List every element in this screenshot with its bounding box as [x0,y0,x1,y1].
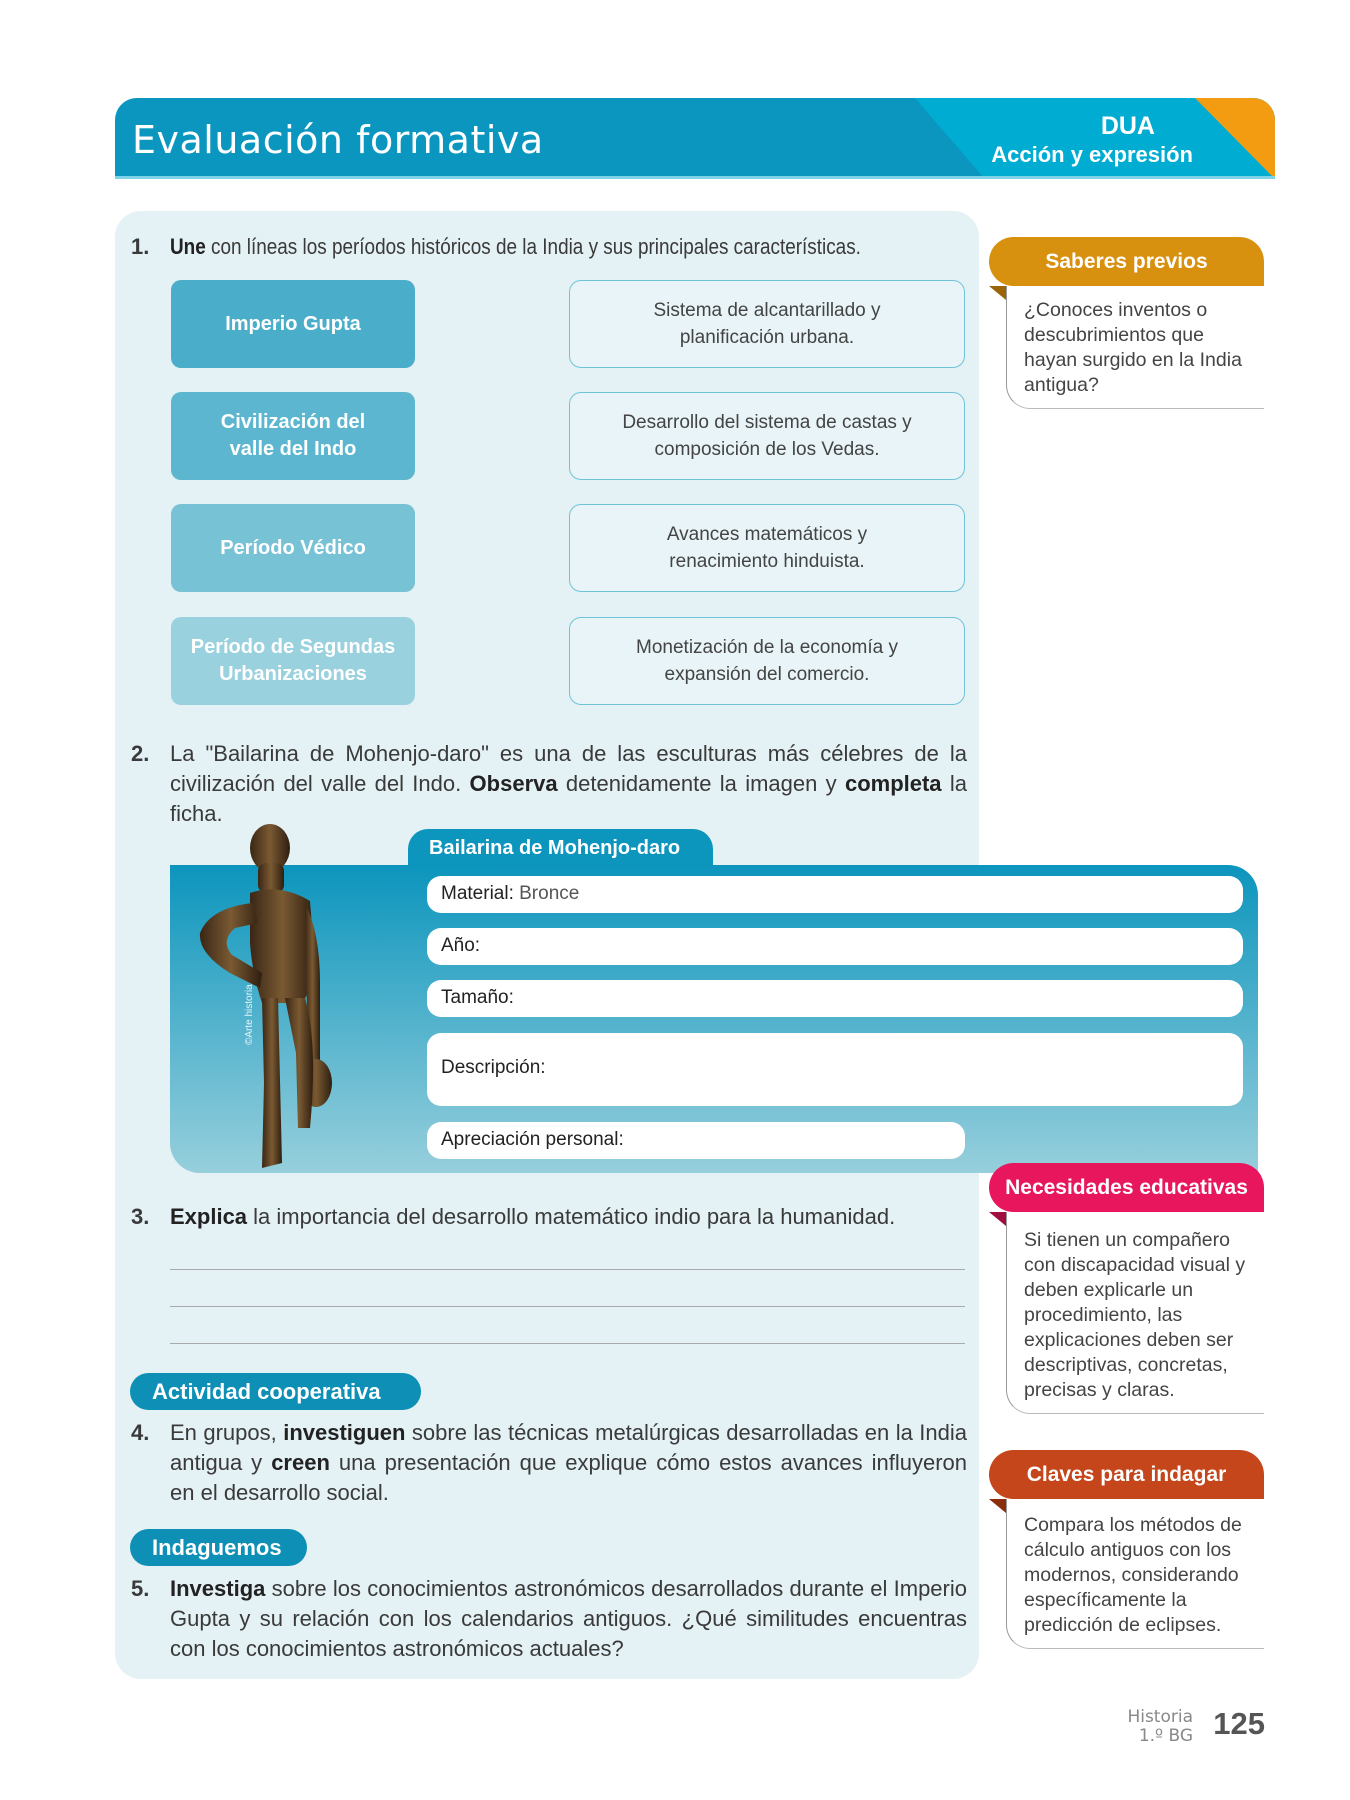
period-box[interactable]: Civilización del valle del Indo [171,392,415,480]
material-field[interactable] [427,876,1243,913]
sidebar-box-body: Compara los métodos de cálculo antiguos con los modernos, considerando específicamente la predicción de eclipses. [1006,1499,1264,1649]
sidebar-box-body: ¿Conoces inventos o descubrimientos que hayan surgido en la India antigua? [1006,286,1264,409]
sidebar-box-title [989,1163,1264,1212]
saberes-previos-box [989,237,1264,409]
characteristic-box[interactable]: Sistema de alcantarillado y planificación urbana. [569,280,965,368]
sidebar-box-body: Si tienen un compañero con discapacidad visual y deben explicarle un procedimiento, las explicaciones deben ser descriptivas, concretas, precisas y claras. [1006,1212,1264,1414]
footer-subject [1127,1708,1193,1746]
question-text: la ficha. [170,771,967,826]
question-verb: completa [844,771,942,796]
answer-line[interactable] [170,1343,965,1344]
claves-para-indagar-box [989,1450,1264,1649]
field-label: Tamaño: [441,987,514,1008]
page-number: 125 [1213,1706,1265,1741]
question-verb: Une [170,234,206,259]
field-label: Descripción: [441,1057,546,1078]
necesidades-educativas-box [989,1163,1264,1414]
question-5 [131,1574,967,1664]
dancer-statue-image [190,823,400,1173]
size-field[interactable] [427,980,1243,1017]
field-label: Año: [441,935,481,956]
question-text: La "Bailarina de Mohenjo-daro" es una de las esculturas más célebres de la civilización del valle del Indo. [170,741,967,796]
question-text: detenidamente la imagen y [557,771,845,796]
question-text: sobre los conocimientos astronómicos desarrollados durante el Imperio Gupta y su relación con los calendarios antiguos. ¿Qué similitudes encuentras con los conocimientos astronómicos actuales? [170,1576,967,1661]
question-number: 1. [131,234,150,259]
question-number: 2. [131,741,150,766]
dua-title: DUA [1100,112,1155,140]
description-field[interactable] [427,1033,1243,1106]
sidebar-box-title [989,1450,1264,1499]
answer-line[interactable] [170,1306,965,1307]
question-text: una presentación que explique cómo estos avances influyeron en el desarrollo social. [170,1450,967,1505]
fold-corner [989,1499,1006,1513]
question-1 [131,232,967,262]
field-label: Material: [441,883,514,904]
question-2 [131,739,967,829]
appreciation-field[interactable] [427,1122,965,1159]
sidebar-title-text: Saberes previos [1045,249,1208,273]
section-header [115,98,1275,179]
sidebar-box-title [989,237,1264,286]
question-text: En grupos, [170,1420,284,1445]
characteristic-box[interactable]: Avances matemáticos y renacimiento hinduista. [569,504,965,592]
year-field[interactable] [427,928,1243,965]
characteristic-box[interactable]: Desarrollo del sistema de castas y composición de los Vedas. [569,392,965,480]
dua-subtitle: Acción y expresión [991,142,1193,167]
question-verb: Investiga [170,1576,266,1601]
subject-name: Historia [1127,1707,1193,1727]
page-title: Evaluación formativa [132,118,544,162]
sidebar-title-text: Claves para indagar [1026,1462,1227,1486]
sidebar-title-text: Necesidades educativas [1005,1175,1248,1199]
question-number: 3. [131,1204,150,1229]
question-4 [131,1418,967,1508]
characteristic-box[interactable]: Monetización de la economía y expansión del comercio. [569,617,965,705]
question-verb: Explica [170,1204,248,1229]
field-label: Apreciación personal: [441,1129,624,1150]
question-verb: creen [271,1450,330,1475]
period-box[interactable]: Imperio Gupta [171,280,415,368]
header-underline [115,176,1275,179]
card-title-tab: Bailarina de Mohenjo-daro [408,829,713,869]
question-number: 4. [131,1420,150,1445]
period-box[interactable]: Período Védico [171,504,415,592]
question-text: sobre las técnicas metalúrgicas desarrolladas en la India antigua y [170,1420,968,1475]
photo-credit: ©Arte historia [244,984,255,1045]
question-number: 5. [131,1576,150,1601]
indaguemos-label: Indaguemos [130,1529,307,1566]
field-value: Bronce [513,883,580,904]
answer-line[interactable] [170,1269,965,1270]
question-text: la importancia del desarrollo matemático indio para la humanidad. [247,1204,896,1229]
fold-corner [989,286,1006,300]
question-verb: Observa [469,771,558,796]
question-text: con líneas los períodos históricos de la India y sus principales características. [205,234,861,259]
question-verb: investiguen [283,1420,406,1445]
grade-label: 1.º BG [1138,1726,1193,1746]
fold-corner [989,1212,1006,1226]
question-3 [131,1202,967,1232]
cooperative-activity-label: Actividad cooperativa [130,1373,421,1410]
period-box[interactable]: Período de Segundas Urbanizaciones [171,617,415,705]
